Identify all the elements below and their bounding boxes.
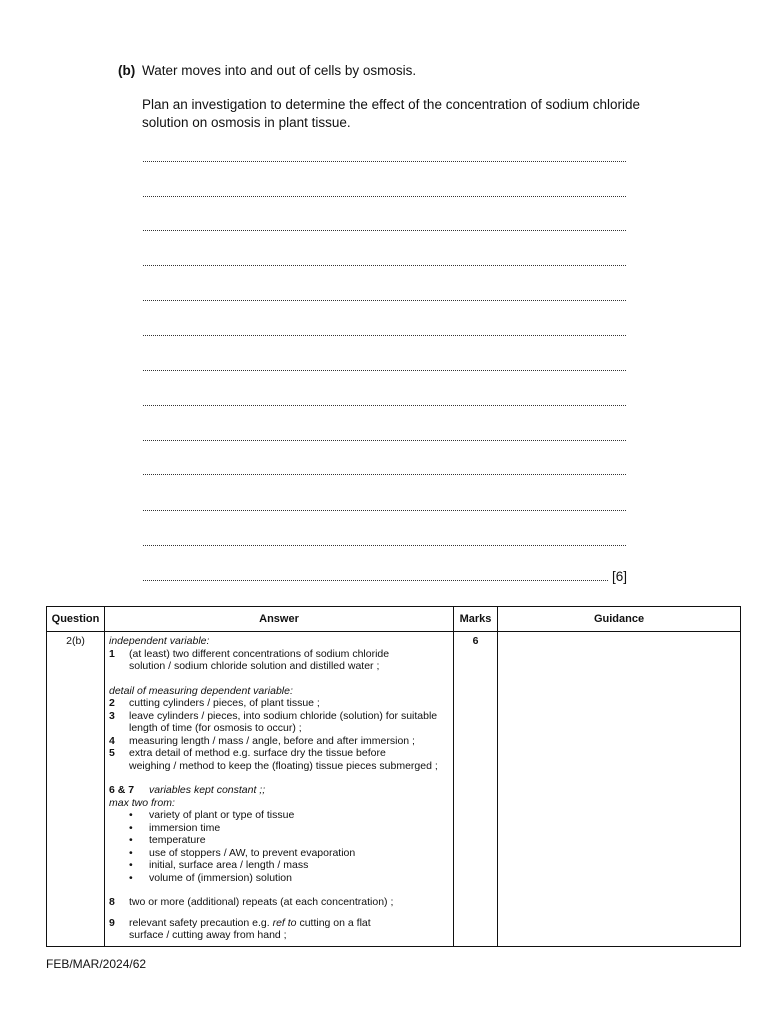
question-instruction: Plan an investigation to determine the effect of the concentration of sodium chloride solution on osmosis in plant tissue.	[142, 97, 641, 130]
bullet-icon: •	[129, 821, 133, 834]
point-9: 9 relevant safety precaution e.g. ref to cutting on a flat surface / cutting away from hand ;	[109, 916, 371, 941]
total-marks: [6]	[612, 569, 628, 584]
answer-line[interactable]	[143, 265, 626, 266]
point-4: 4 measuring length / mass / angle, before and after immersion ;	[109, 734, 415, 747]
footer-code: FEB/MAR/2024/62	[46, 957, 147, 971]
bullet-icon: •	[129, 846, 133, 859]
question-stem: Water moves into and out of cells by osmosis.	[142, 63, 417, 78]
point-8: 8 two or more (additional) repeats (at each concentration) ;	[109, 896, 394, 908]
point-5: 5 extra detail of method e.g. surface dry the tissue before weighing / method to keep the (floating) tissue pieces submerged ;	[109, 747, 438, 772]
question-part-label: (b)	[118, 63, 136, 78]
answer-line[interactable]	[143, 440, 626, 441]
bullet-icon: •	[129, 834, 133, 846]
answer-cell	[105, 632, 454, 947]
point-3: 3 leave cylinders / pieces, into sodium chloride (solution) for suitable length of time (for osmosis to occur) ;	[109, 709, 438, 734]
answer-line[interactable]	[143, 370, 626, 371]
guidance-cell	[498, 632, 741, 947]
answer-line[interactable]	[143, 196, 626, 197]
answer-line[interactable]	[143, 510, 626, 511]
bullet-icon: •	[129, 859, 133, 871]
answer-line[interactable]	[143, 405, 626, 406]
answer-line[interactable]	[143, 474, 626, 475]
dependent-heading: detail of measuring dependent variable:	[109, 684, 293, 697]
independent-heading: independent variable:	[109, 635, 210, 647]
answer-line[interactable]	[143, 545, 626, 546]
answer-line[interactable]	[143, 580, 608, 581]
bullet-icon: •	[129, 809, 133, 821]
answer-line[interactable]	[143, 300, 626, 301]
marks-value: 6	[454, 632, 498, 947]
answer-line[interactable]	[143, 161, 626, 162]
bullet-icon: •	[129, 871, 133, 884]
header-question: Question	[47, 607, 105, 632]
point-6-7: 6 & 7 variables kept constant ;;	[109, 784, 266, 796]
header-answer: Answer	[105, 607, 454, 632]
list-item: • variety of plant or type of tissue	[129, 809, 295, 821]
point-2: 2 cutting cylinders / pieces, of plant tissue ;	[109, 697, 320, 709]
list-item: • volume of (immersion) solution	[129, 871, 292, 884]
max-two-label: max two from:	[109, 796, 175, 809]
list-item: • initial, surface area / length / mass	[129, 859, 309, 871]
answer-line[interactable]	[143, 335, 626, 336]
point-1: 1 (at least) two different concentrations of sodium chloride solution / sodium chloride solution and distilled water ;	[109, 647, 390, 672]
list-item: • temperature	[129, 834, 206, 846]
answer-line[interactable]	[143, 230, 626, 231]
header-marks: Marks	[454, 607, 498, 632]
mark-scheme-table	[46, 606, 741, 947]
header-guidance: Guidance	[498, 607, 741, 632]
list-item: • immersion time	[129, 821, 221, 834]
question-ref: 2(b)	[47, 632, 105, 947]
list-item: • use of stoppers / AW, to prevent evaporation	[129, 846, 356, 859]
